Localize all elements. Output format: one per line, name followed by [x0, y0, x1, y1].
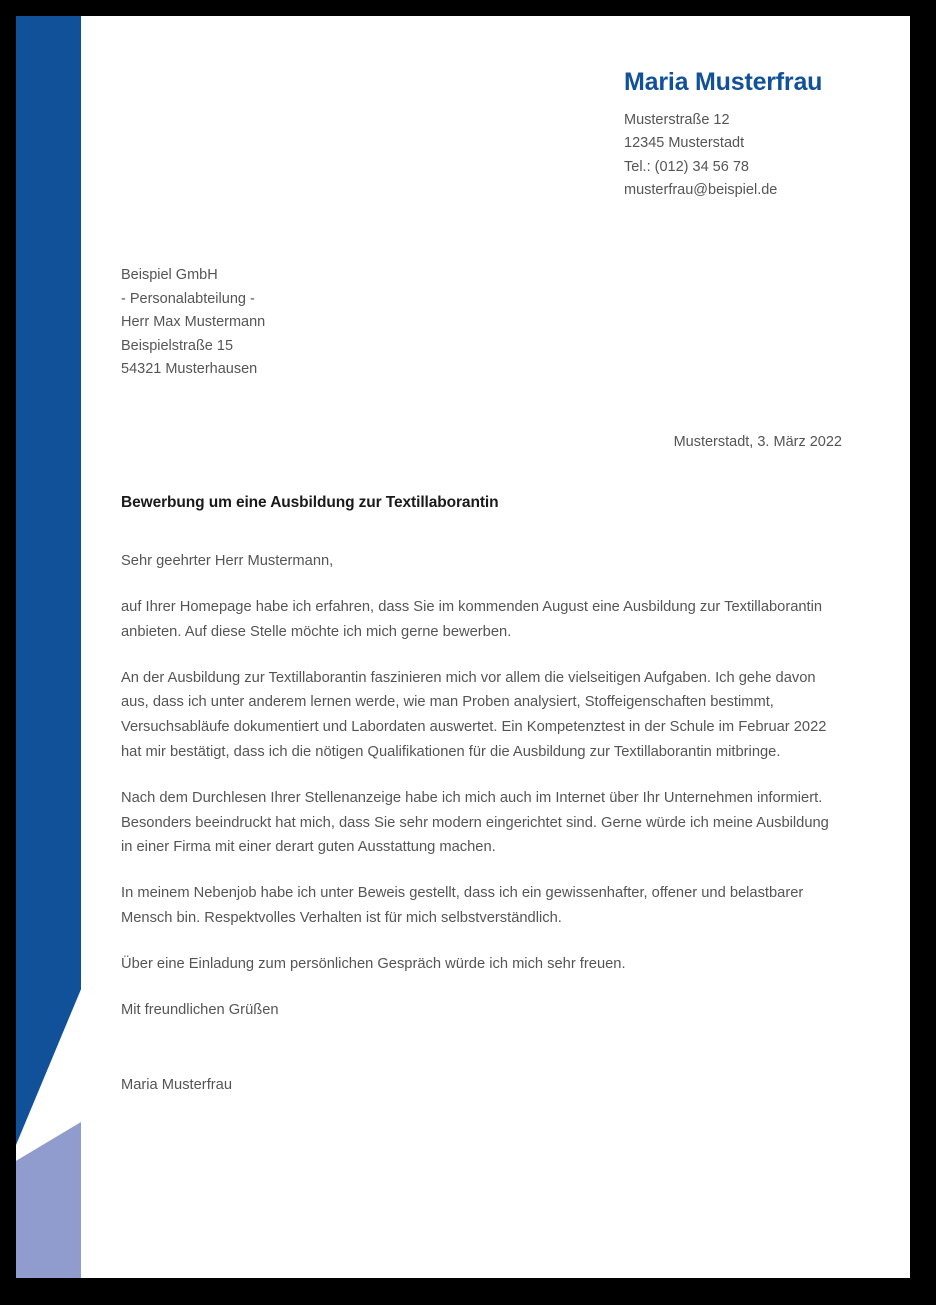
sender-address-block [624, 69, 884, 203]
sender-email: musterfrau@beispiel.de [624, 182, 778, 198]
closing-phrase: Mit freundlichen Grüßen [121, 1001, 279, 1018]
body-paragraph: Über eine Einladung zum persönlichen Gespräch würde ich mich sehr freuen. [121, 955, 626, 972]
letter-page [16, 16, 910, 1278]
body-paragraph: An der Ausbildung zur Textillaborantin faszinieren mich vor allem die vielseitigen Aufgaben. Ich gehe davon aus, dass ich unter anderem lernen werde, wie man Proben analysiert, Stoffeigenschaften bestimmt, Versuchsabläufe dokumentiert und Labordaten auswertet. Ein Kompetenztest in der Schule im Februar 2022 hat mir bestätigt, dass ich die nötigen Qualifikationen für die Ausbildung zur Textillaborantin mitbringe. [121, 669, 827, 760]
signature-name: Maria Musterfrau [121, 1076, 233, 1093]
sender-phone: Tel.: (012) 34 56 78 [624, 158, 749, 175]
subject-line: Bewerbung um eine Ausbildung zur Textillaborantin [121, 494, 499, 511]
body-paragraph: In meinem Nebenjob habe ich unter Beweis gestellt, dass ich ein gewissenhafter, offener und belastbarer Mensch bin. Respektvolles Verhalten ist für mich selbstverständlich. [121, 885, 804, 926]
recipient-company: Beispiel GmbH [121, 267, 218, 283]
body-paragraph: Nach dem Durchlesen Ihrer Stellenanzeige habe ich mich auch im Internet über Ihr Unternehmen informiert. Besonders beeindruckt hat mich, dass Sie sehr modern eingerichtet sind. Gerne würde ich meine Ausbildung in einer Firma mit einer derart guten Ausstattung machen. [121, 789, 829, 856]
decorative-sidebar-light [16, 1116, 81, 1278]
decorative-sidebar-dark [16, 16, 81, 1145]
recipient-city: 54321 Musterhausen [121, 361, 258, 377]
recipient-address-block [121, 264, 461, 382]
body-paragraph: auf Ihrer Homepage habe ich erfahren, dass Sie im kommenden August eine Ausbildung zur Textillaborantin anbieten. Auf diese Stelle möchte ich mich gerne bewerben. [121, 599, 823, 640]
recipient-contact: Herr Max Mustermann [121, 314, 266, 330]
recipient-street: Beispielstraße 15 [121, 337, 234, 354]
letter-body [121, 549, 829, 1097]
sender-street: Musterstraße 12 [624, 111, 730, 128]
date-line: Musterstadt, 3. März 2022 [673, 434, 842, 450]
recipient-department: - Personalabteilung - [121, 290, 255, 307]
sender-name: Maria Musterfrau [624, 68, 823, 96]
salutation: Sehr geehrter Herr Mustermann, [121, 553, 334, 569]
sender-city: 12345 Musterstadt [624, 135, 745, 151]
